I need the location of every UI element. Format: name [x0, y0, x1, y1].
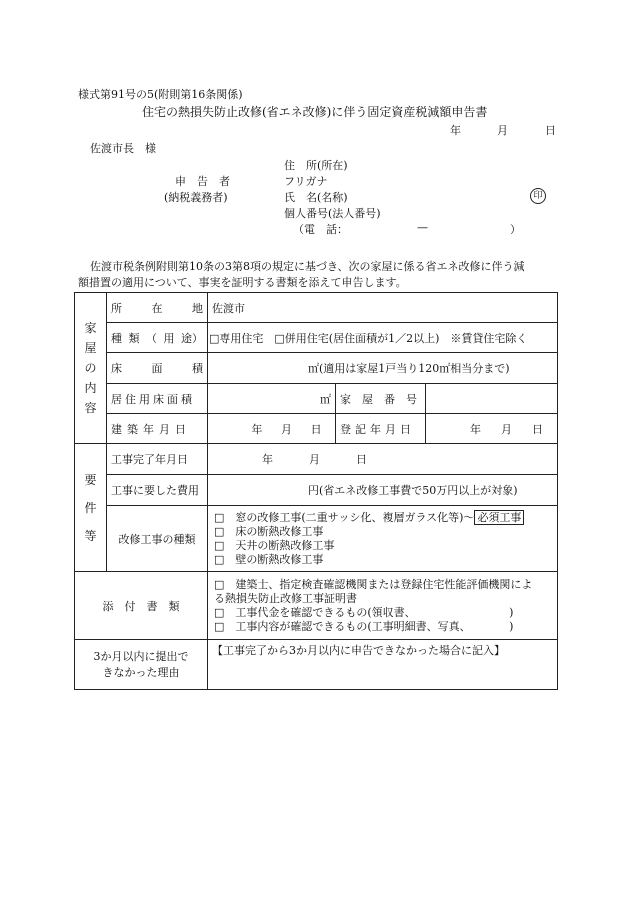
- date-year: 年: [450, 124, 461, 137]
- house-no-value[interactable]: [426, 384, 558, 414]
- id-label: 個人番号(法人番号): [284, 207, 381, 220]
- name-label: 氏 名(名称): [284, 191, 348, 204]
- attach-item-details[interactable]: □ 工事内容が確認できるもの(工事明細書、写真、 ): [214, 619, 514, 633]
- built-value[interactable]: 年 月 日: [208, 414, 336, 444]
- floor-value[interactable]: ㎡(適用は家屋1戸当り120㎡相当分まで): [208, 353, 558, 384]
- date-month: 月: [497, 124, 508, 137]
- form-title: 住宅の熱損失防止改修(省エネ改修)に伴う固定資産税減額申告書: [142, 105, 488, 119]
- row-location: [75, 293, 558, 323]
- row-complete: [75, 444, 558, 475]
- kind-label: 改修工事の種類: [107, 506, 208, 572]
- address-label: 住 所(所在): [284, 159, 348, 172]
- reason-label: 3か月以内に提出できなかった理由: [75, 640, 208, 690]
- furigana-label: フリガナ: [284, 175, 328, 188]
- living-label: 居住用床面積: [107, 384, 208, 414]
- kind-item-floor[interactable]: □ 床の断熱改修工事: [214, 524, 324, 538]
- phone-dash: —: [417, 221, 428, 234]
- kind-list: [208, 506, 558, 572]
- row-kind: [75, 506, 558, 572]
- section-requirements: [75, 444, 107, 572]
- location-value[interactable]: 佐渡市: [208, 293, 558, 323]
- attach-item-receipt[interactable]: □ 工事代金を確認できるもの(領収書、 ): [214, 605, 514, 619]
- complete-label: 工事完了年月日: [107, 444, 208, 475]
- row-dates: [75, 414, 558, 444]
- required-badge: 必須工事: [474, 510, 524, 525]
- section-requirements-label: 要件等: [84, 472, 97, 543]
- reason-note: 【工事完了から3か月以内に申告できなかった場合に記入】: [212, 644, 505, 657]
- phone-label: （電 話：: [293, 223, 348, 236]
- row-reason: [75, 640, 558, 690]
- kind-item-window[interactable]: □ 窓の改修工事(二重サッシ化、複層ガラス化等)～ 必須工事: [214, 511, 553, 525]
- reg-value[interactable]: 年 月 日: [426, 414, 558, 444]
- section-house-label: 家屋の内容: [84, 321, 97, 415]
- complete-value[interactable]: 年 月 日: [208, 444, 558, 475]
- kind-item-wall[interactable]: □ 壁の断熱改修工事: [214, 552, 324, 566]
- seal-mark: 印: [530, 188, 546, 204]
- row-floor: [75, 353, 558, 384]
- reg-label: 登記年月日: [336, 414, 426, 444]
- location-label: 所 在 地: [107, 293, 208, 323]
- reduction-form-table: [74, 292, 558, 690]
- row-living: [75, 384, 558, 414]
- reason-value[interactable]: [208, 640, 558, 690]
- row-type: [75, 323, 558, 353]
- floor-label: 床 面 積: [107, 353, 208, 384]
- intro-line-1: 佐渡市税条例附則第10条の3第8項の規定に基づき、次の家屋に係る省エネ改修に伴う減: [90, 260, 525, 273]
- type-value[interactable]: □専用住宅 □併用住宅(居住面積が1／2以上) ※賃貸住宅除く: [208, 323, 558, 353]
- built-label: 建築年月日: [107, 414, 208, 444]
- house-no-label: 家 屋 番 号: [336, 384, 426, 414]
- cost-label: 工事に要した費用: [107, 475, 208, 506]
- phone-close: ）: [510, 223, 521, 236]
- addressee: 佐渡市長 様: [90, 142, 156, 155]
- row-cost: [75, 475, 558, 506]
- section-house: [75, 293, 107, 444]
- living-value[interactable]: [208, 384, 336, 414]
- living-unit: ㎡: [320, 392, 331, 406]
- applicant-label: 申 告 者: [175, 175, 230, 188]
- attach-label: 添 付 書 類: [75, 572, 208, 640]
- attach-item-certificate[interactable]: □ 建築士、指定検査確認機関または登録住宅性能評価機関によ: [214, 577, 533, 591]
- applicant-sub: (納税義務者): [164, 191, 228, 204]
- form-number: 様式第91号の5(附則第16条関係): [78, 88, 243, 101]
- attach-list: [208, 572, 558, 640]
- cost-value[interactable]: 円(省エネ改修工事費で50万円以上が対象): [208, 475, 558, 506]
- row-attachments: [75, 572, 558, 640]
- type-label: 種 類 （ 用 途）: [107, 323, 208, 353]
- date-day: 日: [545, 124, 556, 137]
- intro-line-2: 額措置の適用について、事実を証明する書類を添えて申告します。: [78, 276, 407, 289]
- attach-item-certificate-cont: る熱損失防止改修工事証明書: [214, 591, 357, 605]
- kind-item-ceiling[interactable]: □ 天井の断熱改修工事: [214, 538, 335, 552]
